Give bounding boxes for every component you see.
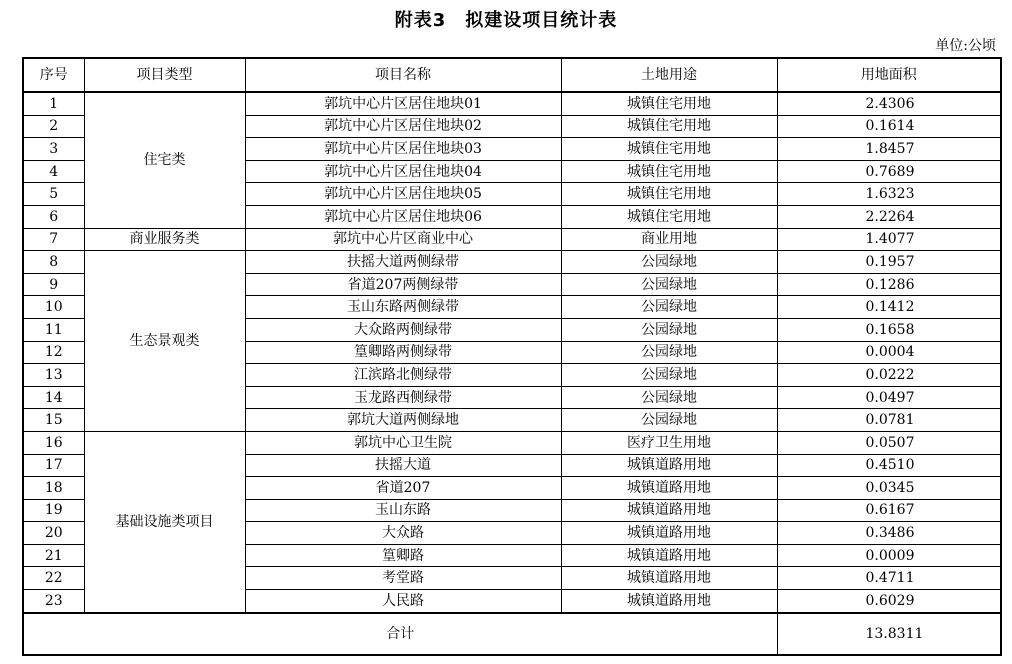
project-name-cell: 考堂路 [245, 567, 561, 590]
serial-number-cell: 10 [23, 296, 84, 319]
serial-number-cell: 4 [23, 160, 84, 183]
project-name-cell: 大众路两侧绿带 [245, 318, 561, 341]
land-area-cell: 0.7689 [777, 160, 1001, 183]
land-use-cell: 公园绿地 [561, 364, 777, 387]
land-area-cell: 2.2264 [777, 205, 1001, 228]
land-area-cell: 0.6167 [777, 499, 1001, 522]
project-name-cell: 玉山东路 [245, 499, 561, 522]
land-area-cell: 0.1614 [777, 115, 1001, 138]
serial-number-cell: 19 [23, 499, 84, 522]
land-area-cell: 0.1957 [777, 251, 1001, 274]
land-area-cell: 0.4711 [777, 567, 1001, 590]
serial-number-cell: 3 [23, 138, 84, 161]
land-use-cell: 城镇道路用地 [561, 499, 777, 522]
header-project-type: 项目类型 [84, 58, 245, 92]
project-name-cell: 郭坑中心片区居住地块05 [245, 183, 561, 206]
land-area-cell: 0.1412 [777, 296, 1001, 319]
table-row [23, 92, 1001, 115]
project-name-cell: 人民路 [245, 590, 561, 613]
land-use-cell: 公园绿地 [561, 409, 777, 432]
project-type-cell: 住宅类 [84, 92, 245, 228]
project-type-cell: 生态景观类 [84, 251, 245, 432]
project-name-cell: 篁卿路 [245, 544, 561, 567]
document-title: 附表3 拟建设项目统计表 [394, 10, 618, 31]
land-area-cell: 0.4510 [777, 454, 1001, 477]
land-use-cell: 城镇住宅用地 [561, 92, 777, 115]
project-name-cell: 扶摇大道两侧绿带 [245, 251, 561, 274]
land-use-cell: 公园绿地 [561, 318, 777, 341]
serial-number-cell: 2 [23, 115, 84, 138]
project-name-cell: 扶摇大道 [245, 454, 561, 477]
serial-number-cell: 20 [23, 522, 84, 545]
project-name-cell: 郭坑中心片区居住地块03 [245, 138, 561, 161]
table-header-row [23, 58, 1001, 92]
land-use-cell: 城镇住宅用地 [561, 160, 777, 183]
land-use-cell: 城镇住宅用地 [561, 183, 777, 206]
serial-number-cell: 17 [23, 454, 84, 477]
land-area-cell: 0.6029 [777, 590, 1001, 613]
serial-number-cell: 22 [23, 567, 84, 590]
project-name-cell: 郭坑中心卫生院 [245, 431, 561, 454]
project-name-cell: 玉山东路两侧绿带 [245, 296, 561, 319]
project-name-cell: 省道207 [245, 477, 561, 500]
land-area-cell: 0.1286 [777, 273, 1001, 296]
serial-number-cell: 11 [23, 318, 84, 341]
project-name-cell: 郭坑中心片区居住地块06 [245, 205, 561, 228]
serial-number-cell: 21 [23, 544, 84, 567]
project-type-cell: 基础设施类项目 [84, 431, 245, 612]
land-use-cell: 公园绿地 [561, 273, 777, 296]
land-use-cell: 城镇住宅用地 [561, 115, 777, 138]
header-land-use: 土地用途 [561, 58, 777, 92]
serial-number-cell: 12 [23, 341, 84, 364]
unit-label: 单位:公顷 [935, 38, 996, 54]
project-statistics-table [22, 57, 1002, 656]
land-area-cell: 1.4077 [777, 228, 1001, 251]
project-name-cell: 郭坑中心片区居住地块02 [245, 115, 561, 138]
land-use-cell: 城镇道路用地 [561, 544, 777, 567]
project-name-cell: 郭坑中心片区居住地块01 [245, 92, 561, 115]
land-area-cell: 0.0345 [777, 477, 1001, 500]
serial-number-cell: 18 [23, 477, 84, 500]
header-serial-number: 序号 [23, 58, 84, 92]
land-area-cell: 0.1658 [777, 318, 1001, 341]
land-use-cell: 公园绿地 [561, 341, 777, 364]
land-area-cell: 0.0009 [777, 544, 1001, 567]
serial-number-cell: 14 [23, 386, 84, 409]
land-area-cell: 0.0004 [777, 341, 1001, 364]
land-use-cell: 公园绿地 [561, 296, 777, 319]
land-use-cell: 公园绿地 [561, 251, 777, 274]
land-area-cell: 0.0507 [777, 431, 1001, 454]
project-name-cell: 郭坑中心片区居住地块04 [245, 160, 561, 183]
land-use-cell: 公园绿地 [561, 386, 777, 409]
serial-number-cell: 1 [23, 92, 84, 115]
land-area-cell: 1.6323 [777, 183, 1001, 206]
land-use-cell: 商业用地 [561, 228, 777, 251]
land-area-cell: 1.8457 [777, 138, 1001, 161]
total-label: 合计 [23, 613, 777, 655]
header-land-area: 用地面积 [777, 58, 1001, 92]
project-name-cell: 篁卿路两侧绿带 [245, 341, 561, 364]
land-use-cell: 医疗卫生用地 [561, 431, 777, 454]
serial-number-cell: 13 [23, 364, 84, 387]
project-name-cell: 玉龙路西侧绿带 [245, 386, 561, 409]
land-use-cell: 城镇住宅用地 [561, 138, 777, 161]
serial-number-cell: 7 [23, 228, 84, 251]
serial-number-cell: 5 [23, 183, 84, 206]
project-name-cell: 大众路 [245, 522, 561, 545]
serial-number-cell: 16 [23, 431, 84, 454]
land-use-cell: 城镇道路用地 [561, 522, 777, 545]
table-row [23, 251, 1001, 274]
project-name-cell: 郭坑中心片区商业中心 [245, 228, 561, 251]
table-row [23, 228, 1001, 251]
header-project-name: 项目名称 [245, 58, 561, 92]
land-area-cell: 0.3486 [777, 522, 1001, 545]
total-row [23, 613, 1001, 655]
serial-number-cell: 8 [23, 251, 84, 274]
land-area-cell: 0.0781 [777, 409, 1001, 432]
land-use-cell: 城镇道路用地 [561, 477, 777, 500]
project-name-cell: 省道207两侧绿带 [245, 273, 561, 296]
serial-number-cell: 15 [23, 409, 84, 432]
serial-number-cell: 6 [23, 205, 84, 228]
table-body [23, 92, 1001, 613]
land-use-cell: 城镇住宅用地 [561, 205, 777, 228]
project-name-cell: 江滨路北侧绿带 [245, 364, 561, 387]
table-row [23, 431, 1001, 454]
land-area-cell: 0.0222 [777, 364, 1001, 387]
serial-number-cell: 9 [23, 273, 84, 296]
land-area-cell: 2.4306 [777, 92, 1001, 115]
project-name-cell: 郭坑大道两侧绿地 [245, 409, 561, 432]
land-use-cell: 城镇道路用地 [561, 454, 777, 477]
project-type-cell: 商业服务类 [84, 228, 245, 251]
serial-number-cell: 23 [23, 590, 84, 613]
total-area: 13.8311 [777, 613, 1001, 655]
land-use-cell: 城镇道路用地 [561, 567, 777, 590]
land-area-cell: 0.0497 [777, 386, 1001, 409]
land-use-cell: 城镇道路用地 [561, 590, 777, 613]
